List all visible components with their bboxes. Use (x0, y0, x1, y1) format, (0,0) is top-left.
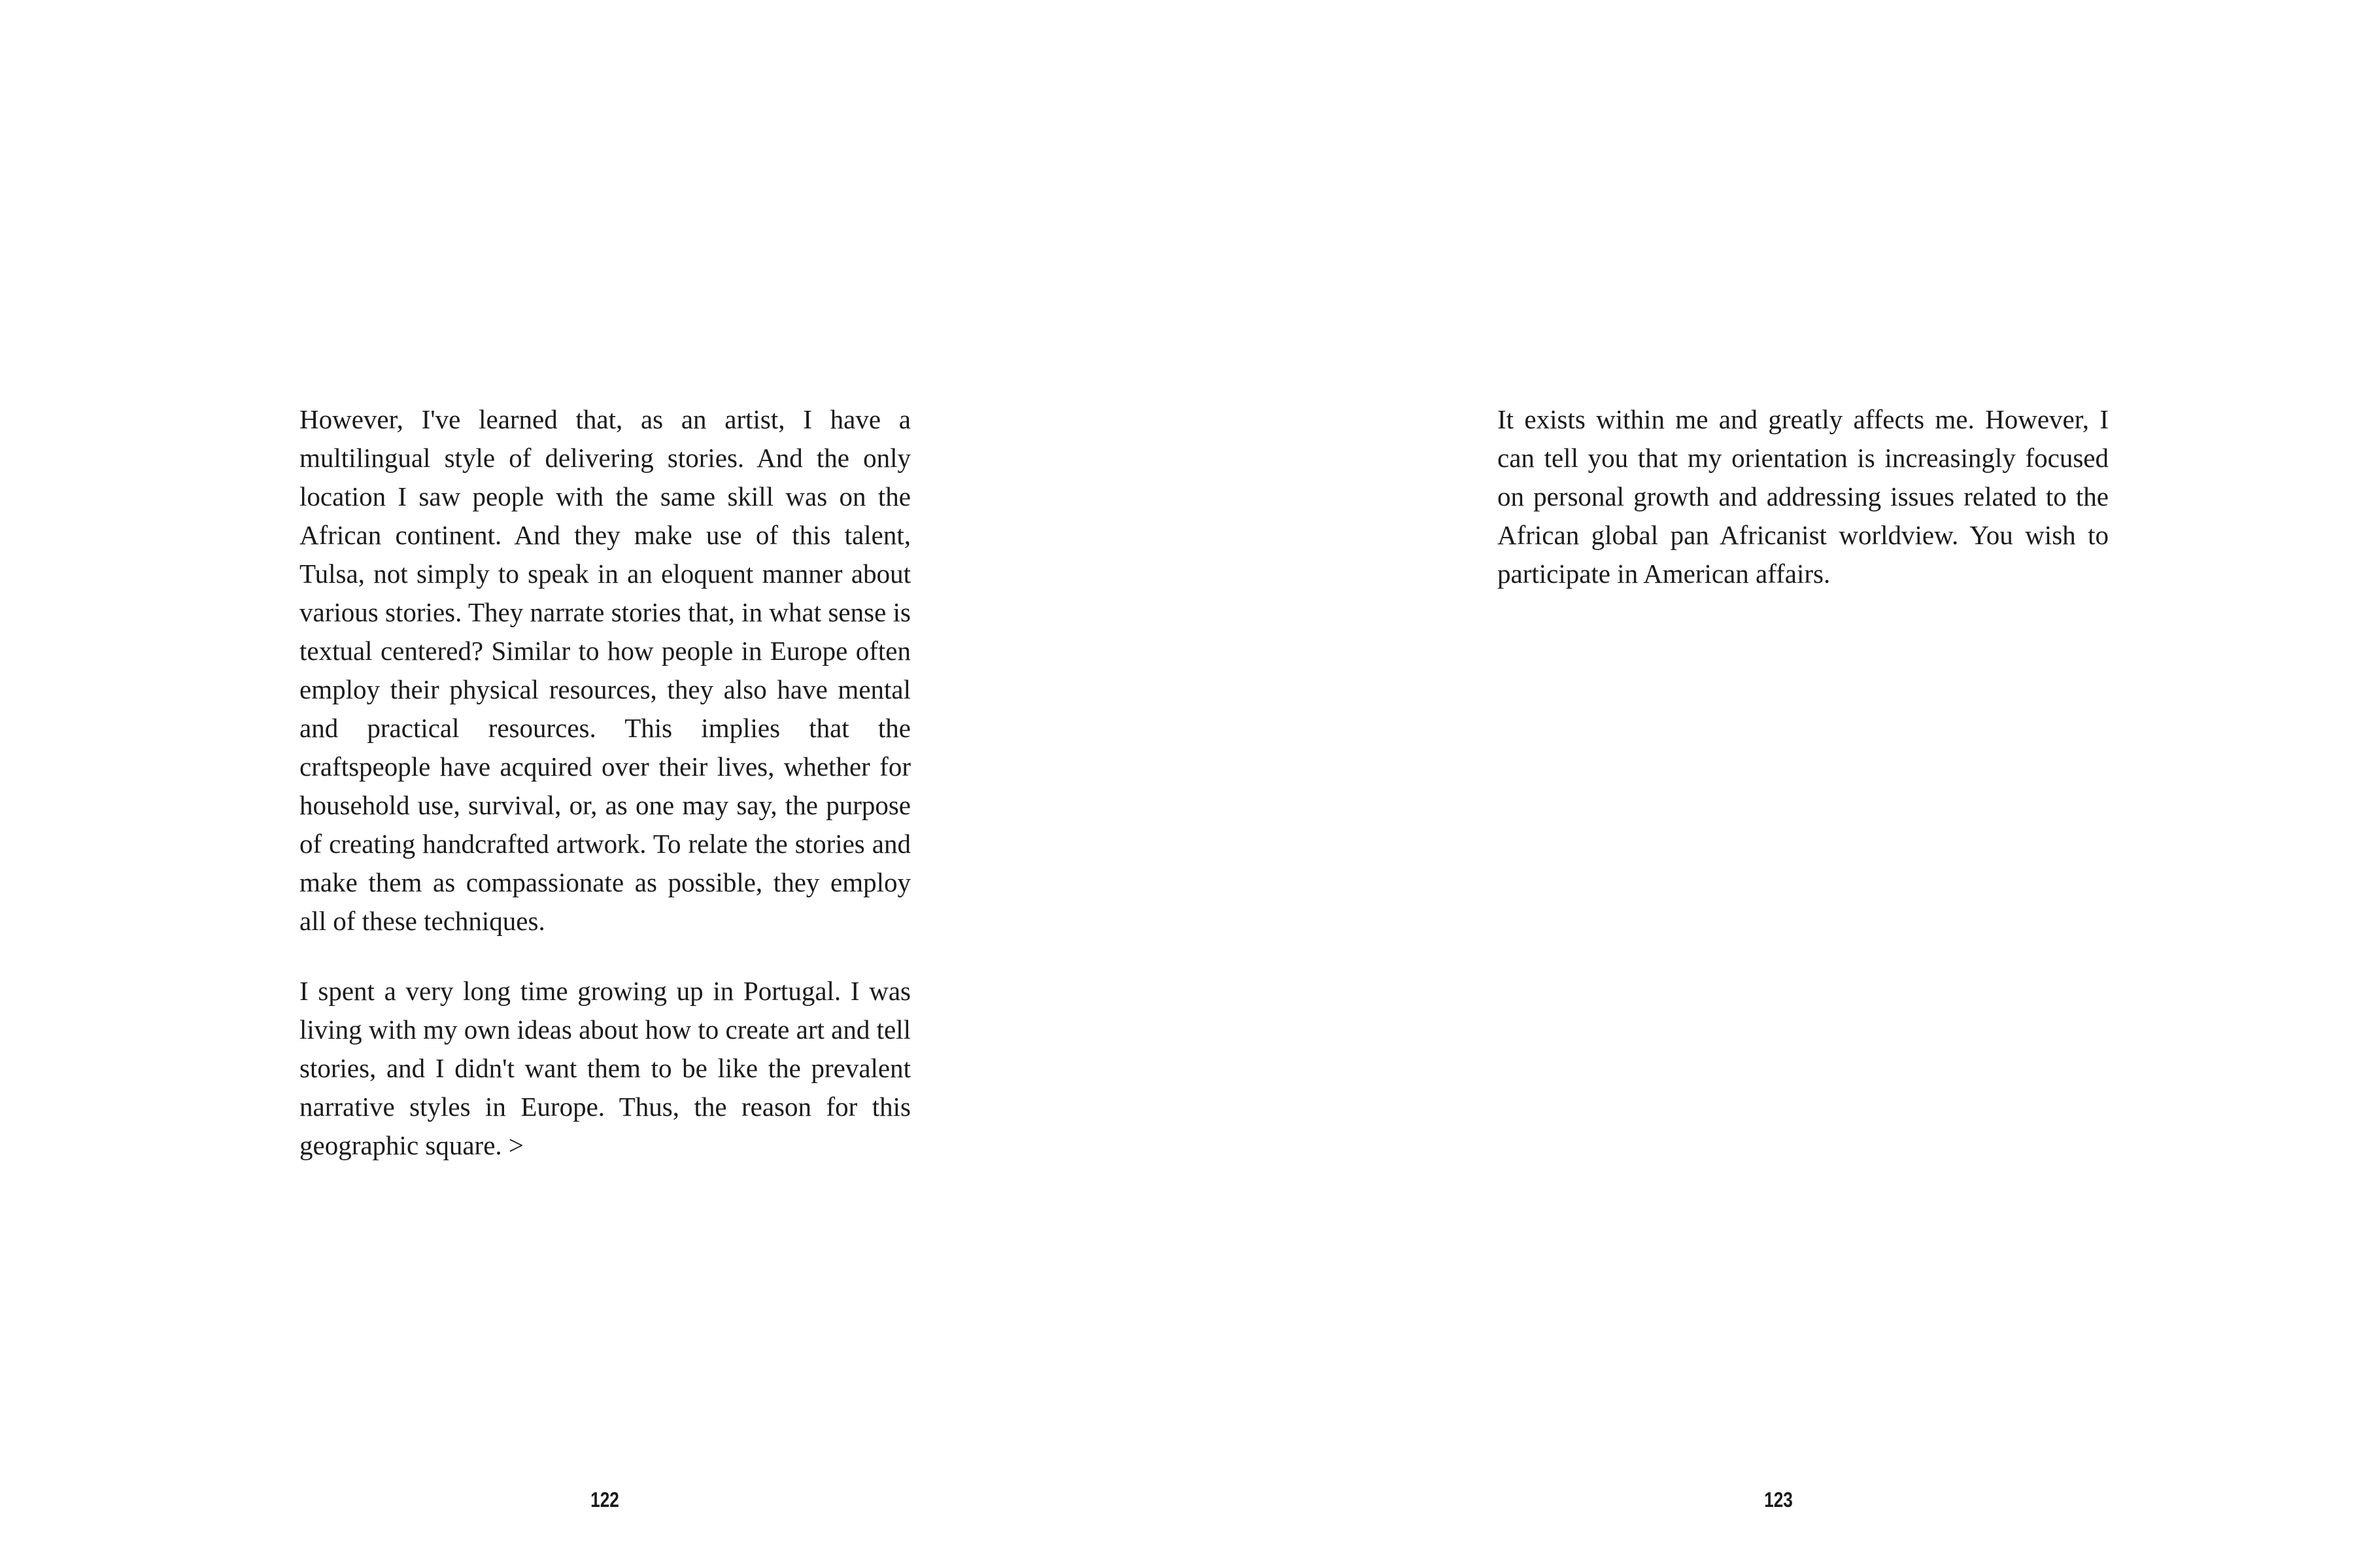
left-paragraph-2: I spent a very long time growing up in Portugal. I was living with my own ideas about how to create art and tell stories, and I didn't want them to be like the prevalent narrative styles in Europe. Thus, the reason for this geographic square. > (299, 976, 911, 1160)
page-number-left: 122 (590, 1488, 619, 1512)
left-page-text (299, 400, 911, 1196)
page-number-right: 123 (1764, 1488, 1793, 1512)
right-paragraph-1: It exists within me and greatly affects me. However, I can tell you that my orientation is increasingly focused on personal growth and addressing issues related to the African global pan Africanist worldview. You wish to participate in American affairs. (1497, 404, 2109, 589)
right-page (1190, 0, 2380, 1556)
left-paragraph-1: However, I've learned that, as an artist, I have a multilingual style of delivering stories. And the only location I saw people with the same skill was on the African continent. And they make use of this talent, Tulsa, not simply to speak in an eloquent manner about various stories. They narrate stories that, in what sense is textual centered? Similar to how people in Europe often employ their physical resources, they also have mental and practical resources. This implies that the craftspeople have acquired over their lives, whether for household use, survival, or, as one may say, the purpose of creating handcrafted artwork. To relate the stories and make them as compassionate as possible, they employ all of these techniques. (299, 404, 911, 936)
right-page-text (1497, 400, 2109, 625)
